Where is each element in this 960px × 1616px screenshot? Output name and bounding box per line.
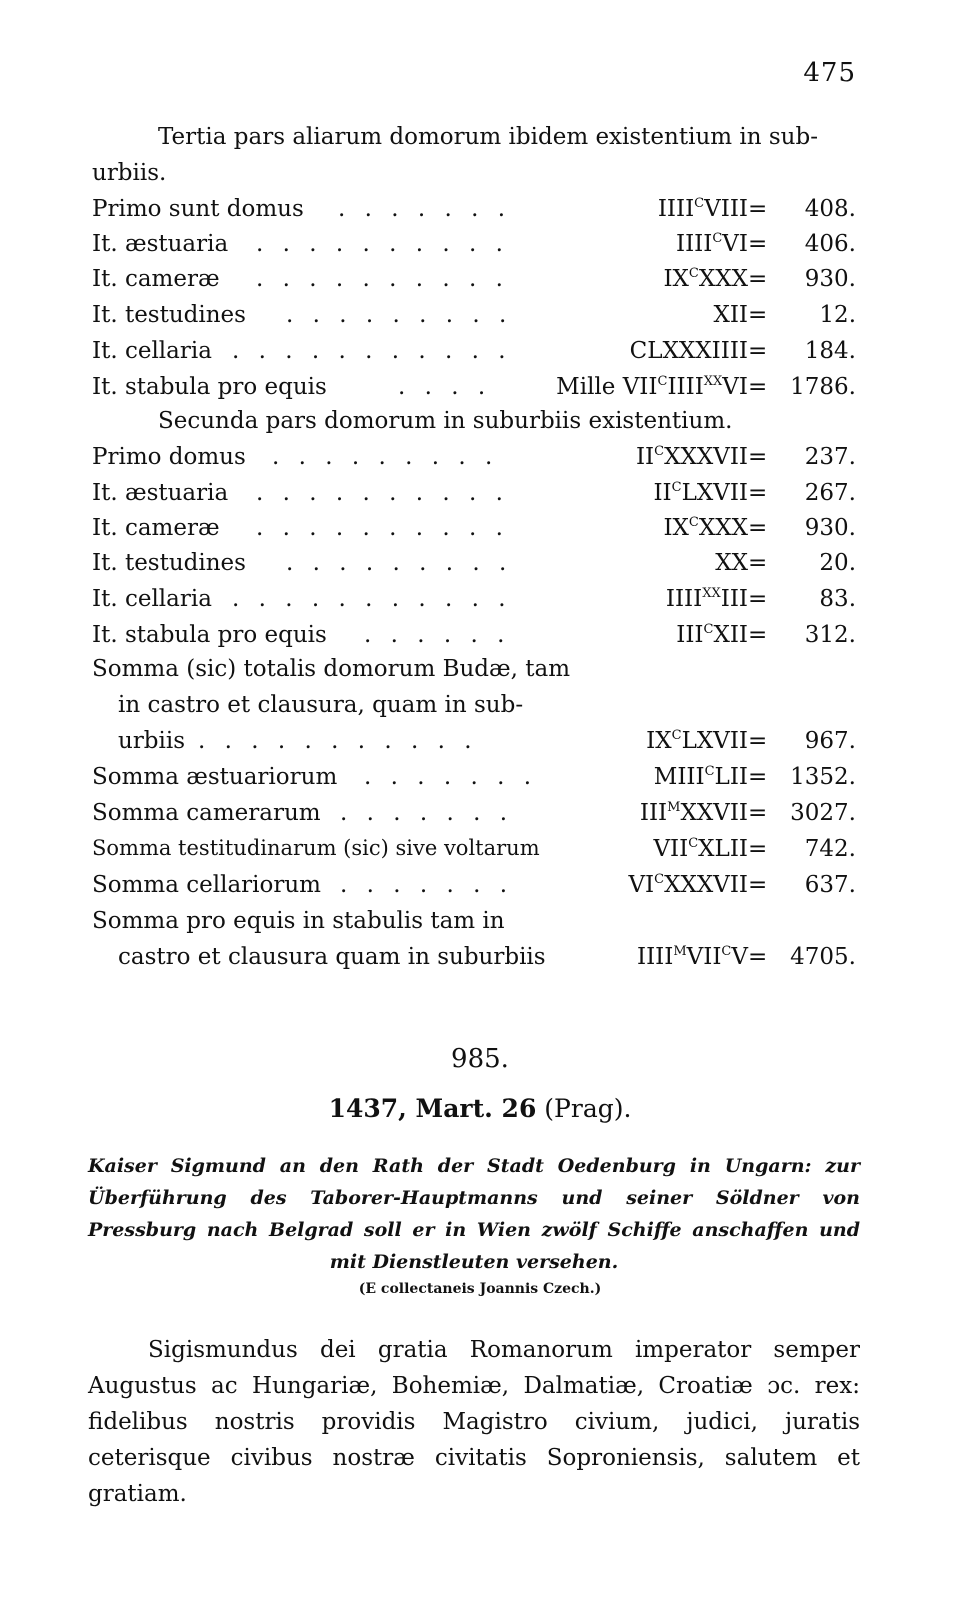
equals-sign: = xyxy=(748,550,768,576)
table-row xyxy=(0,480,960,516)
equals-sign: = xyxy=(748,266,768,292)
arabic-value: 742. xyxy=(804,836,856,862)
roman-value: $IX^CXXX$ xyxy=(663,515,748,541)
table-row xyxy=(0,586,960,622)
intro-line: Tertia pars aliarum domorum ibidem existentium in sub- xyxy=(158,124,818,150)
row-dots: . . . . . . . . . . . xyxy=(232,586,512,612)
row-dots: . . . . . . . xyxy=(340,800,514,826)
table-row xyxy=(0,800,960,836)
equals-sign: = xyxy=(748,196,768,222)
document-date xyxy=(0,1094,960,1123)
page-number: 475 xyxy=(803,58,856,88)
roman-value: $VI^CXXXVII$ xyxy=(628,872,748,898)
body-paragraph: Sigismundus dei gratia Romanorum imperator semper Augustus ac Hungariæ, Bohemiæ, Dalmatiæ, Croatiæ ɔc. rex: fidelibus nostris providis Magistro civium, judici, juratis ceterisque civibus nostræ civitatis Soproniensis, salutem et gratiam. xyxy=(88,1337,860,1507)
equals-sign: = xyxy=(748,800,768,826)
roman-value: $VII^CXLII$ xyxy=(653,836,748,862)
row-dots: . . . . . . . . . . xyxy=(256,266,509,292)
arabic-value: 637. xyxy=(804,872,856,898)
row-dots: . . . . . . . . . . xyxy=(256,231,509,257)
date-bold: 1437, Mart. 26 xyxy=(328,1094,537,1123)
equals-sign: = xyxy=(748,944,768,970)
equals-sign: = xyxy=(748,480,768,506)
row-label: It. stabula pro equis xyxy=(92,374,327,400)
row-dots: . . . . . . . xyxy=(338,196,512,222)
row-label: It. cellaria xyxy=(92,586,212,612)
row-label: Somma camerarum xyxy=(92,800,321,826)
row-label: castro et clausura quam in suburbiis xyxy=(118,944,546,970)
arabic-value: 967. xyxy=(804,728,856,754)
table-row xyxy=(0,764,960,800)
arabic-value: 20. xyxy=(819,550,856,576)
row-label: Primo sunt domus xyxy=(92,196,304,222)
arabic-value: 930. xyxy=(804,515,856,541)
date-place: (Prag). xyxy=(544,1094,632,1123)
equals-sign: = xyxy=(748,374,768,400)
equals-sign: = xyxy=(748,836,768,862)
table-row xyxy=(0,872,960,908)
table-row xyxy=(0,550,960,586)
totals-text: in castro et clausura, quam in sub- xyxy=(118,692,524,718)
row-label: It. testudines xyxy=(92,302,246,328)
row-dots: . . . . . . . xyxy=(364,764,538,790)
arabic-value: 1786. xyxy=(790,374,856,400)
row-label: It. cameræ xyxy=(92,266,220,292)
row-label: It. stabula pro equis xyxy=(92,622,327,648)
roman-value: $IIII^{XX}III$ xyxy=(665,586,748,612)
equals-sign: = xyxy=(748,764,768,790)
table-row xyxy=(0,302,960,338)
arabic-value: 312. xyxy=(804,622,856,648)
table-row xyxy=(0,374,960,410)
table-row xyxy=(0,515,960,551)
roman-value: $III^CXII$ xyxy=(676,622,748,648)
table-row xyxy=(0,338,960,374)
table-row xyxy=(0,836,960,872)
roman-value: $IIII^CVIII$ xyxy=(657,196,748,222)
row-label: Somma cellariorum xyxy=(92,872,321,898)
row-dots: . . . . . . xyxy=(364,622,511,648)
equals-sign: = xyxy=(748,622,768,648)
equals-sign: = xyxy=(748,728,768,754)
row-label: It. testudines xyxy=(92,550,246,576)
row-dots: . . . . . . . . . . . xyxy=(232,338,512,364)
arabic-value: 408. xyxy=(804,196,856,222)
row-label: Somma testitudinarum (sic) sive voltarum xyxy=(92,836,540,860)
roman-value: $IX^CLXVII$ xyxy=(646,728,748,754)
row-dots: . . . . . . . . . . xyxy=(256,515,509,541)
table-row xyxy=(0,728,960,764)
arabic-value: 930. xyxy=(804,266,856,292)
row-dots: . . . . xyxy=(398,374,492,400)
row-dots: . . . . . . . . . xyxy=(272,444,499,470)
row-label: It. cellaria xyxy=(92,338,212,364)
arabic-value: 267. xyxy=(804,480,856,506)
roman-value: Mille $VII^CIIII^{XX}VI$ xyxy=(556,374,748,400)
roman-value: $III^MXXVII$ xyxy=(639,800,748,826)
equals-sign: = xyxy=(748,515,768,541)
equals-sign: = xyxy=(748,444,768,470)
roman-value: $IX^CXXX$ xyxy=(663,266,748,292)
table-row xyxy=(0,944,960,980)
roman-value: XII xyxy=(713,302,748,328)
roman-value: $IIII^CVI$ xyxy=(676,231,748,257)
equals-sign: = xyxy=(748,338,768,364)
roman-value: XX xyxy=(715,550,748,576)
arabic-value: 12. xyxy=(819,302,856,328)
row-dots: . . . . . . . . . xyxy=(286,302,513,328)
row-dots: . . . . . . . . . xyxy=(286,550,513,576)
row-label: It. æstuaria xyxy=(92,480,229,506)
row-label: Primo domus xyxy=(92,444,246,470)
arabic-value: 1352. xyxy=(790,764,856,790)
row-dots: . . . . . . . . . . . xyxy=(198,728,478,754)
equals-sign: = xyxy=(748,231,768,257)
arabic-value: 184. xyxy=(804,338,856,364)
table-row xyxy=(0,266,960,302)
document-summary: Kaiser Sigmund an den Rath der Stadt Oedenburg in Ungarn: zur Überführung des Taborer-Hauptmanns und seiner Söldner von Pressburg nach Belgrad soll er in Wien zwölf Schiffe anschaffen und mit Dienstleuten versehen. xyxy=(88,1155,860,1273)
totals-text: Somma pro equis in stabulis tam in xyxy=(92,908,505,934)
section-heading: Secunda pars domorum in suburbiis existentium. xyxy=(158,408,733,434)
table-row xyxy=(0,622,960,658)
arabic-value: 3027. xyxy=(790,800,856,826)
table-row xyxy=(0,196,960,232)
table-row xyxy=(0,444,960,480)
totals-text: Somma (sic) totalis domorum Budæ, tam xyxy=(92,656,571,682)
row-label: It. cameræ xyxy=(92,515,220,541)
source-note: (E collectaneis Joannis Czech.) xyxy=(358,1281,602,1297)
row-dots: . . . . . . . xyxy=(340,872,514,898)
document-number: 985. xyxy=(451,1044,509,1074)
intro-line: urbiis. xyxy=(92,160,167,186)
table-row xyxy=(0,231,960,267)
roman-value: $MIII^CLII$ xyxy=(653,764,748,790)
roman-value: CLXXXIIII xyxy=(629,338,748,364)
row-label: Somma æstuariorum xyxy=(92,764,338,790)
equals-sign: = xyxy=(748,872,768,898)
roman-value: $II^CXXXVII$ xyxy=(635,444,748,470)
roman-value: $II^CLXVII$ xyxy=(653,480,748,506)
roman-value: $IIII^MVII^CV$ xyxy=(636,944,748,970)
arabic-value: 4705. xyxy=(790,944,856,970)
arabic-value: 83. xyxy=(819,586,856,612)
equals-sign: = xyxy=(748,586,768,612)
arabic-value: 237. xyxy=(804,444,856,470)
equals-sign: = xyxy=(748,302,768,328)
row-label: urbiis xyxy=(118,728,186,754)
row-label: It. æstuaria xyxy=(92,231,229,257)
arabic-value: 406. xyxy=(804,231,856,257)
row-dots: . . . . . . . . . . xyxy=(256,480,509,506)
